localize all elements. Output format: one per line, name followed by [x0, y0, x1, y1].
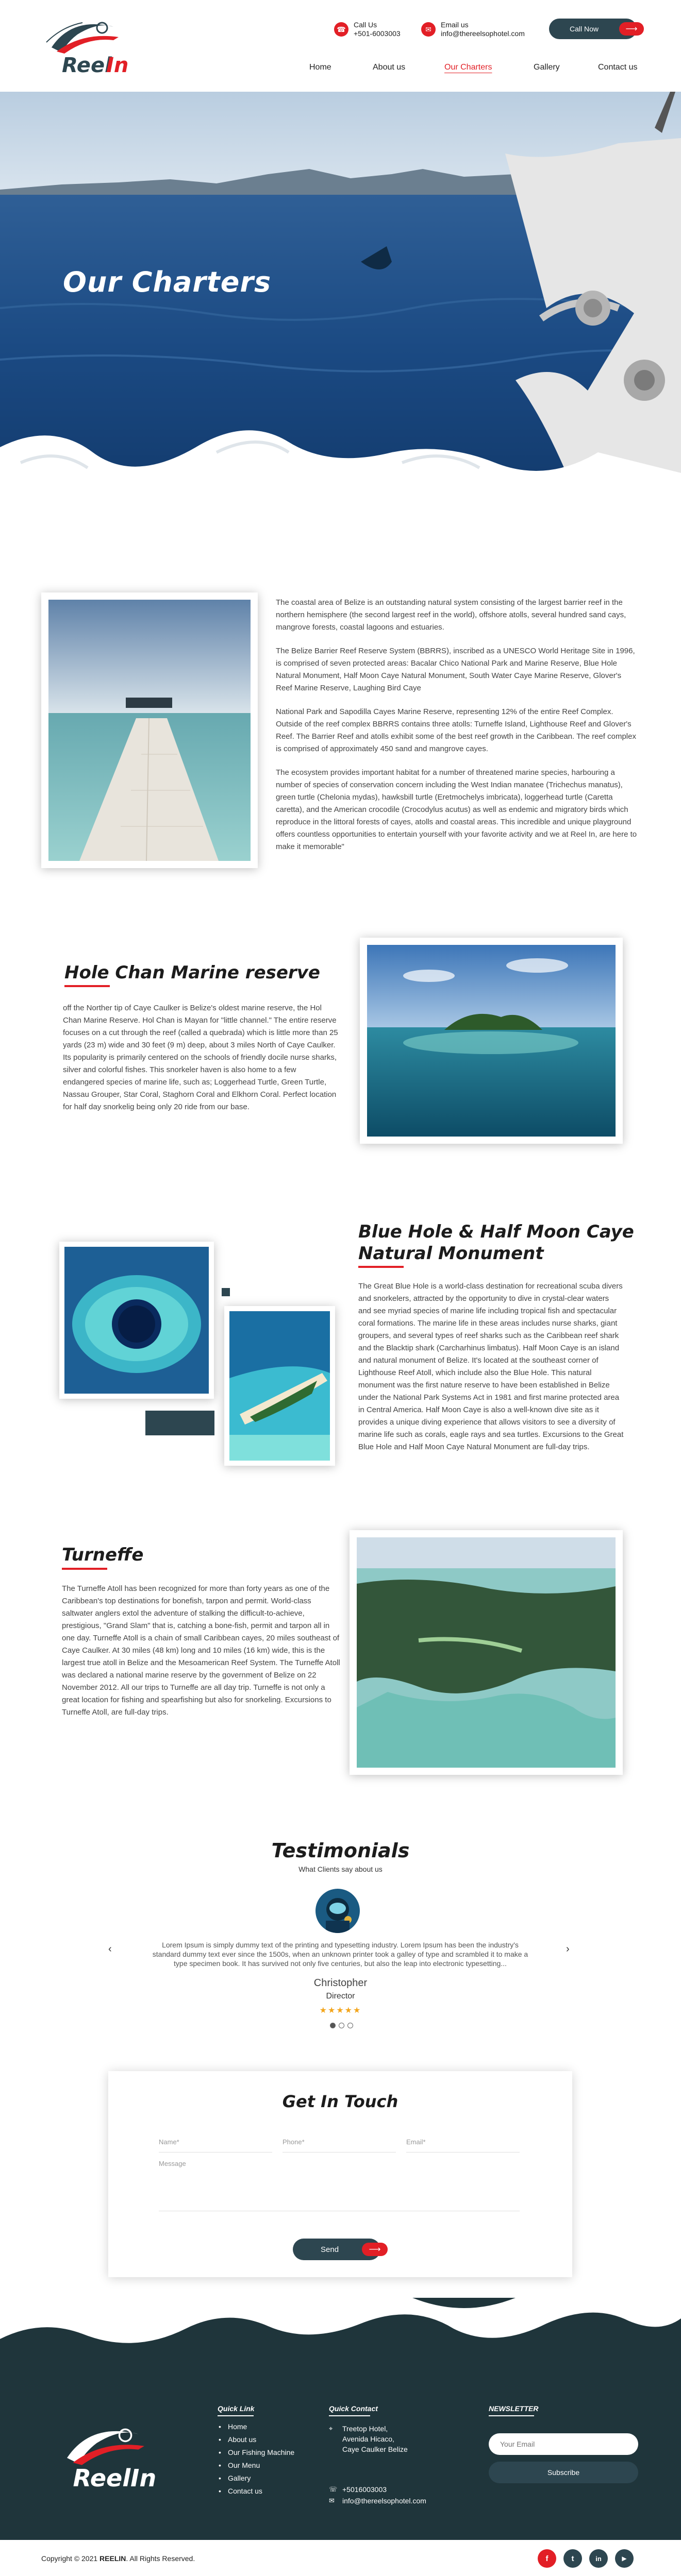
hole-chan-title: Hole Chan Marine reserve — [64, 962, 320, 983]
footer-link-fishing-machine[interactable]: • Our Fishing Machine — [218, 2446, 294, 2459]
call-now-label: Call Now — [570, 25, 599, 33]
email-us-label: Email us — [441, 21, 469, 29]
turneffe-text: The Turneffe Atoll has been recognized for more than forty years as one of the Caribbean's top destinations for bonefish, tarpon and permit. World-class saltwater anglers extol the adventure of stalking the difficult-to-achieve, prestigious, "Grand Slam" that is, catching a bone-fish, permit and tarpon all in one day. Turneffe Atoll is a chain of small Caribbean cayes, 20 miles southeast of Caye Caulker. At 30 miles (48 km) long and 10 miles (16 km) wide, this is the largest true atoll in Belize and the Mesoamerican Reef System. The Turneffe Atoll was declared a national marine reserve by the government of Belize on 22 November 2012. All our trips to Turneffe are all day trip. Turneffe is not only a great location for fishing and spearfishing but also for snorkeling. Excursions to Turneffe Atoll, are full-day trips. — [62, 1584, 340, 1717]
svg-text:In: In — [106, 54, 129, 77]
svg-text:ReelIn: ReelIn — [73, 2464, 157, 2493]
facebook-icon[interactable]: f — [538, 2549, 556, 2568]
carousel-next-icon[interactable]: › — [566, 1943, 570, 1955]
hole-chan-photo-frame — [360, 938, 623, 1144]
dock-photo-frame — [41, 592, 258, 868]
title-underline — [218, 2415, 254, 2416]
phone-icon: ☎ — [334, 22, 348, 37]
footer-email[interactable]: info@thereelsophotel.com — [342, 2497, 426, 2505]
hole-chan-photo — [367, 945, 616, 1137]
footer-link-about[interactable]: • About us — [218, 2433, 294, 2446]
blue-hole-title — [358, 1221, 634, 1264]
form-title: Get In Touch — [282, 2092, 398, 2111]
intro-paragraph: The ecosystem provides important habitat for a number of threatened marine species, harbouring a number of species of conservation concern including the West Indian manatee (Trichechus manatus), green turtle (Chelonia mydas), hawksbill turtle (Eretmochelys imbricata), loggerhead turtle (Caretta caretta), and the American crocodile (Crocodylus acutus) as well as endemic and migratory birds which reproduce in the littoral forests of cayes, atolls and coastal areas. This incredible and unique playground offers countless opportunities to entertain yourself with your favorite activity and we at Reel In, are here to make it memorable" — [276, 768, 637, 851]
half-moon-caye-photo — [229, 1311, 330, 1461]
svg-text:Reel: Reel — [62, 54, 112, 77]
turneffe-photo-frame — [350, 1530, 623, 1775]
phone-field[interactable] — [283, 2132, 396, 2153]
testimonial-role: Director — [326, 1992, 355, 2001]
carousel-dot[interactable] — [330, 2023, 336, 2028]
carousel-prev-icon[interactable]: ‹ — [108, 1943, 112, 1955]
message-field[interactable] — [159, 2160, 520, 2211]
nav-about-us[interactable]: About us — [373, 63, 406, 72]
title-underline — [64, 985, 110, 987]
carousel-dots — [330, 2023, 353, 2028]
call-us-block[interactable] — [334, 21, 401, 38]
send-button[interactable] — [293, 2239, 380, 2260]
blue-hole-title-line2: Natural Monument — [358, 1243, 544, 1264]
nav-our-charters[interactable]: Our Charters — [444, 63, 492, 72]
hole-chan-text: off the Norther tip of Caye Caulker is Belize's oldest marine reserve, the Hol Chan Marine Reserve. Hol Chan is Mayan for "little channel." The entire reserve focuses on a cut through the reef (called a quebrada) which is little more than 25 yards (23 m) wide and 30 feet (9 m) deep, about 3 miles North of Caye Caulker. Its popularity is primarily centered on the schools of friendly docile nurse sharks, silver and colorful fishes. This snorkeler haven is also home to a few endangered species of marine life, such as; Loggerhead Turtle, Green Turtle, Nassau Grouper, Star Coral, Staghorn Coral and Elkhorn Coral. Perfect location for half day snorkelig being only 20 ride from our base. — [63, 1004, 338, 1111]
site-header — [0, 0, 681, 92]
linkedin-icon[interactable]: in — [589, 2549, 608, 2568]
site-footer — [0, 2298, 681, 2576]
testimonial-name: Christopher — [313, 1977, 368, 1989]
blue-hole-photo — [64, 1247, 209, 1394]
carousel-dot[interactable] — [339, 2023, 344, 2028]
footer-link-gallery[interactable]: • Gallery — [218, 2472, 294, 2485]
address-line: Treetop Hotel, — [342, 2425, 388, 2433]
decor-square — [222, 1288, 230, 1296]
copyright-prefix: Copyright © 2021 — [41, 2554, 100, 2563]
youtube-icon[interactable]: ▶ — [615, 2549, 634, 2568]
intro-paragraph: The coastal area of Belize is an outstanding natural system consisting of the largest barrier reef in the northern hemisphere (the second largest reef in the world), offshore atolls, several hundred sand cays, mangrove forests, coastal lagoons and estuaries. — [276, 598, 626, 632]
diver-avatar-image — [315, 1889, 360, 1933]
hero-title: Our Charters — [63, 266, 272, 298]
arrow-right-icon: ⟶ — [619, 22, 644, 36]
email-us-address: info@thereelsophotel.com — [441, 29, 525, 38]
newsletter-email-input[interactable] — [489, 2433, 638, 2455]
mail-icon: ✉ — [421, 22, 436, 37]
carousel-dot[interactable] — [347, 2023, 353, 2028]
blue-hole-title-line1: Blue Hole & Half Moon Caye — [358, 1222, 634, 1242]
location-pin-icon: ⌖ — [329, 2425, 333, 2432]
intro-paragraph: National Park and Sapodilla Cayes Marine Reserve, representing 12% of the entire Reef Complex. Outside of the reef complex BBRRS contains three atolls: Turneffe Island, Lighthouse Reef and Glover's Reef. The Barrier Reef and atolls exhibit some of the best reef growth in the Caribbean. The reef complex is comprised of approximately 450 sand and mangrove cayes. — [276, 707, 636, 753]
testimonials-subtitle: What Clients say about us — [298, 1865, 383, 1873]
phone-icon: ☏ — [329, 2485, 338, 2493]
main-nav — [309, 63, 639, 78]
turneffe-photo — [357, 1537, 616, 1768]
decor-block — [145, 1411, 214, 1435]
nav-contact-us[interactable]: Contact us — [598, 63, 638, 72]
copyright-text — [41, 2554, 195, 2563]
address-line: Avenida Hicaco, — [342, 2435, 394, 2443]
blue-hole-text: The Great Blue Hole is a world-class destination for recreational scuba divers and snorkelers, attracted by the opportunity to dive in crystal-clear waters and see myriad species of marine life including tropical fish and spectacular coral formations. The marine life in these areas includes nurse sharks, giant groupers, and several types of reef sharks such as the Caribbean reef shark and the Blacktip shark (Carcharhinus limbatus). Half Moon Caye is an island and natural monument of Belize. It's located at the southeast corner of Lighthouse Reef Atoll, which include also the Blue Hole. This natural monument was the first nature reserve to have been established in Belize under the National Park Systems Act in 1981 and first marine protected area in Central America. Half Moon Caye is also a well-known dive site as it provides a unique diving experience that allows visitors to see a diversity of marine life such as corals, eagle rays and sea turtles. Excursions to the Great Blue Hole and Half Moon Caye Natural Monument are full-day trips. — [358, 1282, 624, 1451]
nav-home[interactable]: Home — [309, 63, 331, 72]
title-underline — [358, 1266, 404, 1268]
star-rating: ★★★★★ — [319, 2006, 362, 2015]
mail-icon: ✉ — [329, 2497, 335, 2504]
turneffe-title: Turneffe — [62, 1545, 144, 1565]
subscribe-button[interactable]: Subscribe — [489, 2462, 638, 2483]
dock-photo — [48, 600, 251, 861]
address-line: Caye Caulker Belize — [342, 2445, 408, 2453]
blue-hole-photo-frame — [59, 1242, 214, 1399]
call-us-label: Call Us — [354, 21, 377, 29]
title-underline — [62, 1568, 107, 1570]
footer-link-home[interactable]: • Home — [218, 2420, 294, 2433]
copyright-suffix: . All Rights Reserved. — [126, 2554, 195, 2563]
contact-form — [108, 2071, 572, 2277]
quick-contact-title: Quick Contact — [329, 2404, 378, 2413]
twitter-icon[interactable]: t — [563, 2549, 582, 2568]
arrow-right-icon: ⟶ — [362, 2243, 388, 2256]
email-us-block[interactable] — [421, 21, 525, 38]
footer-address — [342, 2424, 408, 2454]
nav-gallery[interactable]: Gallery — [534, 63, 560, 72]
half-moon-caye-photo-frame — [224, 1306, 335, 1466]
title-underline — [329, 2415, 370, 2416]
quick-links-list — [218, 2420, 294, 2498]
call-now-button[interactable] — [549, 19, 637, 39]
footer-link-menu[interactable]: • Our Menu — [218, 2459, 294, 2472]
title-underline — [489, 2415, 534, 2416]
intro-text — [276, 597, 639, 865]
testimonial-quote: Lorem Ipsum is simply dummy text of the printing and typesetting industry. Lorem Ipsum has been the industry's standard dummy text ever since the 1500s, when an unknown printer took a galley of type and scrambled it to make a type specimen book. It has survived not only five centuries, but also the leap into electronic typesetting... — [152, 1941, 528, 1968]
hero-banner — [0, 92, 681, 500]
name-field[interactable] — [159, 2132, 272, 2153]
newsletter-title: NEWSLETTER — [489, 2404, 539, 2413]
send-label: Send — [321, 2245, 339, 2254]
footer-link-contact[interactable]: • Contact us — [218, 2485, 294, 2498]
quick-links-title: Quick Link — [218, 2404, 255, 2413]
email-field[interactable] — [406, 2132, 520, 2153]
testimonials-title: Testimonials — [271, 1839, 410, 1862]
copyright-brand: REELIN — [99, 2554, 126, 2563]
call-us-number: +501-6003003 — [354, 29, 401, 38]
footer-logo[interactable] — [52, 2416, 160, 2494]
reelin-logo[interactable] — [41, 11, 129, 78]
footer-phone[interactable]: +5016003003 — [342, 2485, 387, 2494]
intro-paragraph: The Belize Barrier Reef Reserve System (BBRRS), inscribed as a UNESCO World Heritage Site in 1996, is comprised of seven protected areas: Bacalar Chico National Park and Marine Reserve, Blue Hole Natural Monument, Half Moon Caye Natural Monument, South Water Caye Marine Reserve, Glover's Reef Marine Reserve, Laughing Bird Caye — [276, 647, 635, 692]
avatar — [315, 1889, 360, 1933]
